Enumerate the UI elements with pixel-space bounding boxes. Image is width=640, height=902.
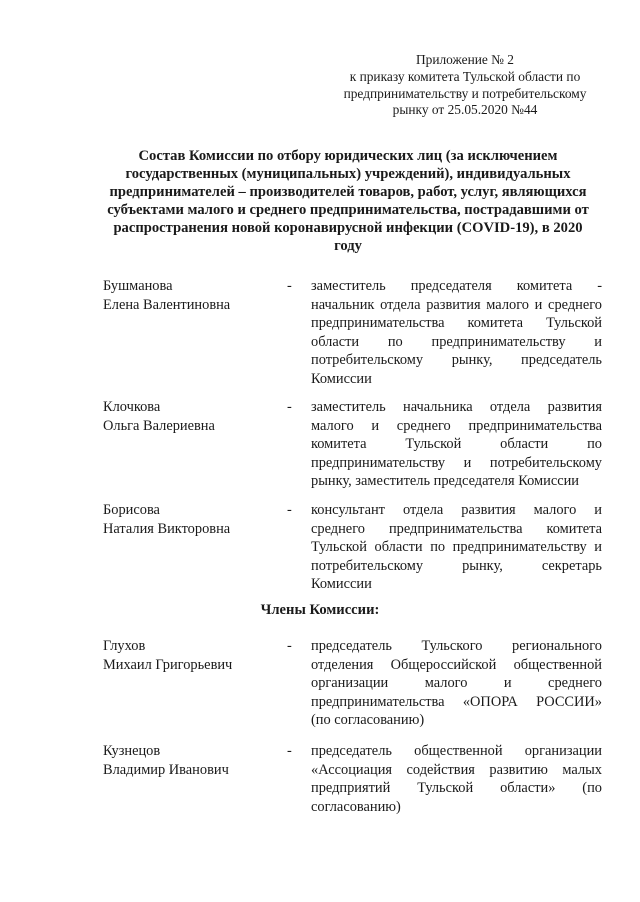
role-line: отделения Общероссийской общественной: [311, 656, 602, 673]
role-line: комитета Тульской области по: [311, 436, 602, 452]
person-role: [311, 742, 602, 816]
appendix-line: к приказу комитета Тульской области по: [349, 68, 581, 84]
role-line: председатель Тульского регионального: [311, 638, 602, 654]
person-role: [311, 501, 602, 594]
role-line: предпринимательства комитета Тульской: [311, 315, 602, 331]
person-role: [311, 277, 602, 388]
role-line: предприятий Тульской области» (по: [311, 780, 602, 796]
title-line: предпринимателей – производителей товаров, работ, услуг, являющихся: [109, 183, 587, 200]
appendix-line: предпринимательству и потребительскому: [343, 85, 587, 101]
role-line: Комиссии: [311, 576, 372, 592]
appendix-line: Приложение № 2: [415, 52, 515, 67]
person-given-names: Наталия Викторовна: [103, 520, 231, 537]
person-surname: Глухов: [103, 638, 146, 654]
appendix-line: рынку от 25.05.2020 №44: [392, 102, 538, 118]
members-heading: Члены Комиссии:: [260, 602, 380, 618]
person-surname: Клочкова: [103, 399, 161, 415]
person-surname: Борисова: [103, 502, 160, 518]
appendix-reference: [330, 52, 600, 119]
title-line: государственных (муниципальных) учреждений), индивидуальных: [125, 165, 571, 182]
person-given-names: Ольга Валериевна: [103, 417, 215, 434]
role-line: области по предпринимательству и: [311, 333, 602, 350]
person-name: [103, 398, 283, 435]
role-line: среднего предпринимательства комитета: [311, 520, 602, 537]
role-line: заместитель начальника отдела развития: [311, 399, 602, 415]
role-line: потребительскому рынку, секретарь: [311, 557, 602, 574]
role-line: «Ассоциация содействия развитию малых: [311, 761, 602, 778]
separator-dash: -: [287, 638, 292, 654]
separator-dash: -: [287, 743, 292, 759]
person-name: [103, 277, 283, 314]
role-line: председатель общественной организации: [311, 743, 602, 759]
title-line: субъектами малого и среднего предпринимательства, пострадавшими от: [107, 201, 589, 218]
role-line: консультант отдела развития малого и: [311, 502, 602, 518]
person-surname: Бушманова: [103, 278, 173, 294]
title-line: году: [334, 237, 362, 254]
role-line: (по согласованию): [311, 712, 425, 728]
document-title: [88, 148, 608, 255]
person-name: [103, 501, 283, 538]
role-line: Тульской области по предпринимательству и: [311, 539, 602, 555]
title-line: распространения новой коронавирусной инфекции (COVID-19), в 2020: [113, 219, 583, 236]
person-name: [103, 637, 283, 674]
role-line: предпринимательству и потребительскому: [311, 454, 602, 471]
role-line: организации малого и среднего: [311, 675, 602, 691]
title-line: Состав Комиссии по отбору юридических лиц (за исключением: [138, 148, 558, 164]
separator-dash: -: [287, 278, 292, 294]
person-role: [311, 398, 602, 491]
separator-dash: -: [287, 399, 292, 415]
role-line: малого и среднего предпринимательства: [311, 417, 602, 434]
role-line: предпринимательства «ОПОРА РОССИИ»: [311, 693, 602, 710]
person-given-names: Елена Валентиновна: [103, 296, 231, 313]
person-given-names: Владимир Иванович: [103, 761, 229, 778]
person-role: [311, 637, 602, 730]
person-given-names: Михаил Григорьевич: [103, 656, 233, 673]
role-line: Комиссии: [311, 370, 372, 387]
role-line: заместитель председателя комитета -: [311, 278, 602, 294]
person-name: [103, 742, 283, 779]
role-line: потребительскому рынку, председатель: [311, 352, 602, 368]
role-line: начальник отдела развития малого и среднего: [311, 296, 602, 313]
role-line: рынку, заместитель председателя Комиссии: [311, 473, 579, 489]
role-line: согласованию): [311, 798, 401, 815]
person-surname: Кузнецов: [103, 743, 161, 759]
separator-dash: -: [287, 502, 292, 518]
